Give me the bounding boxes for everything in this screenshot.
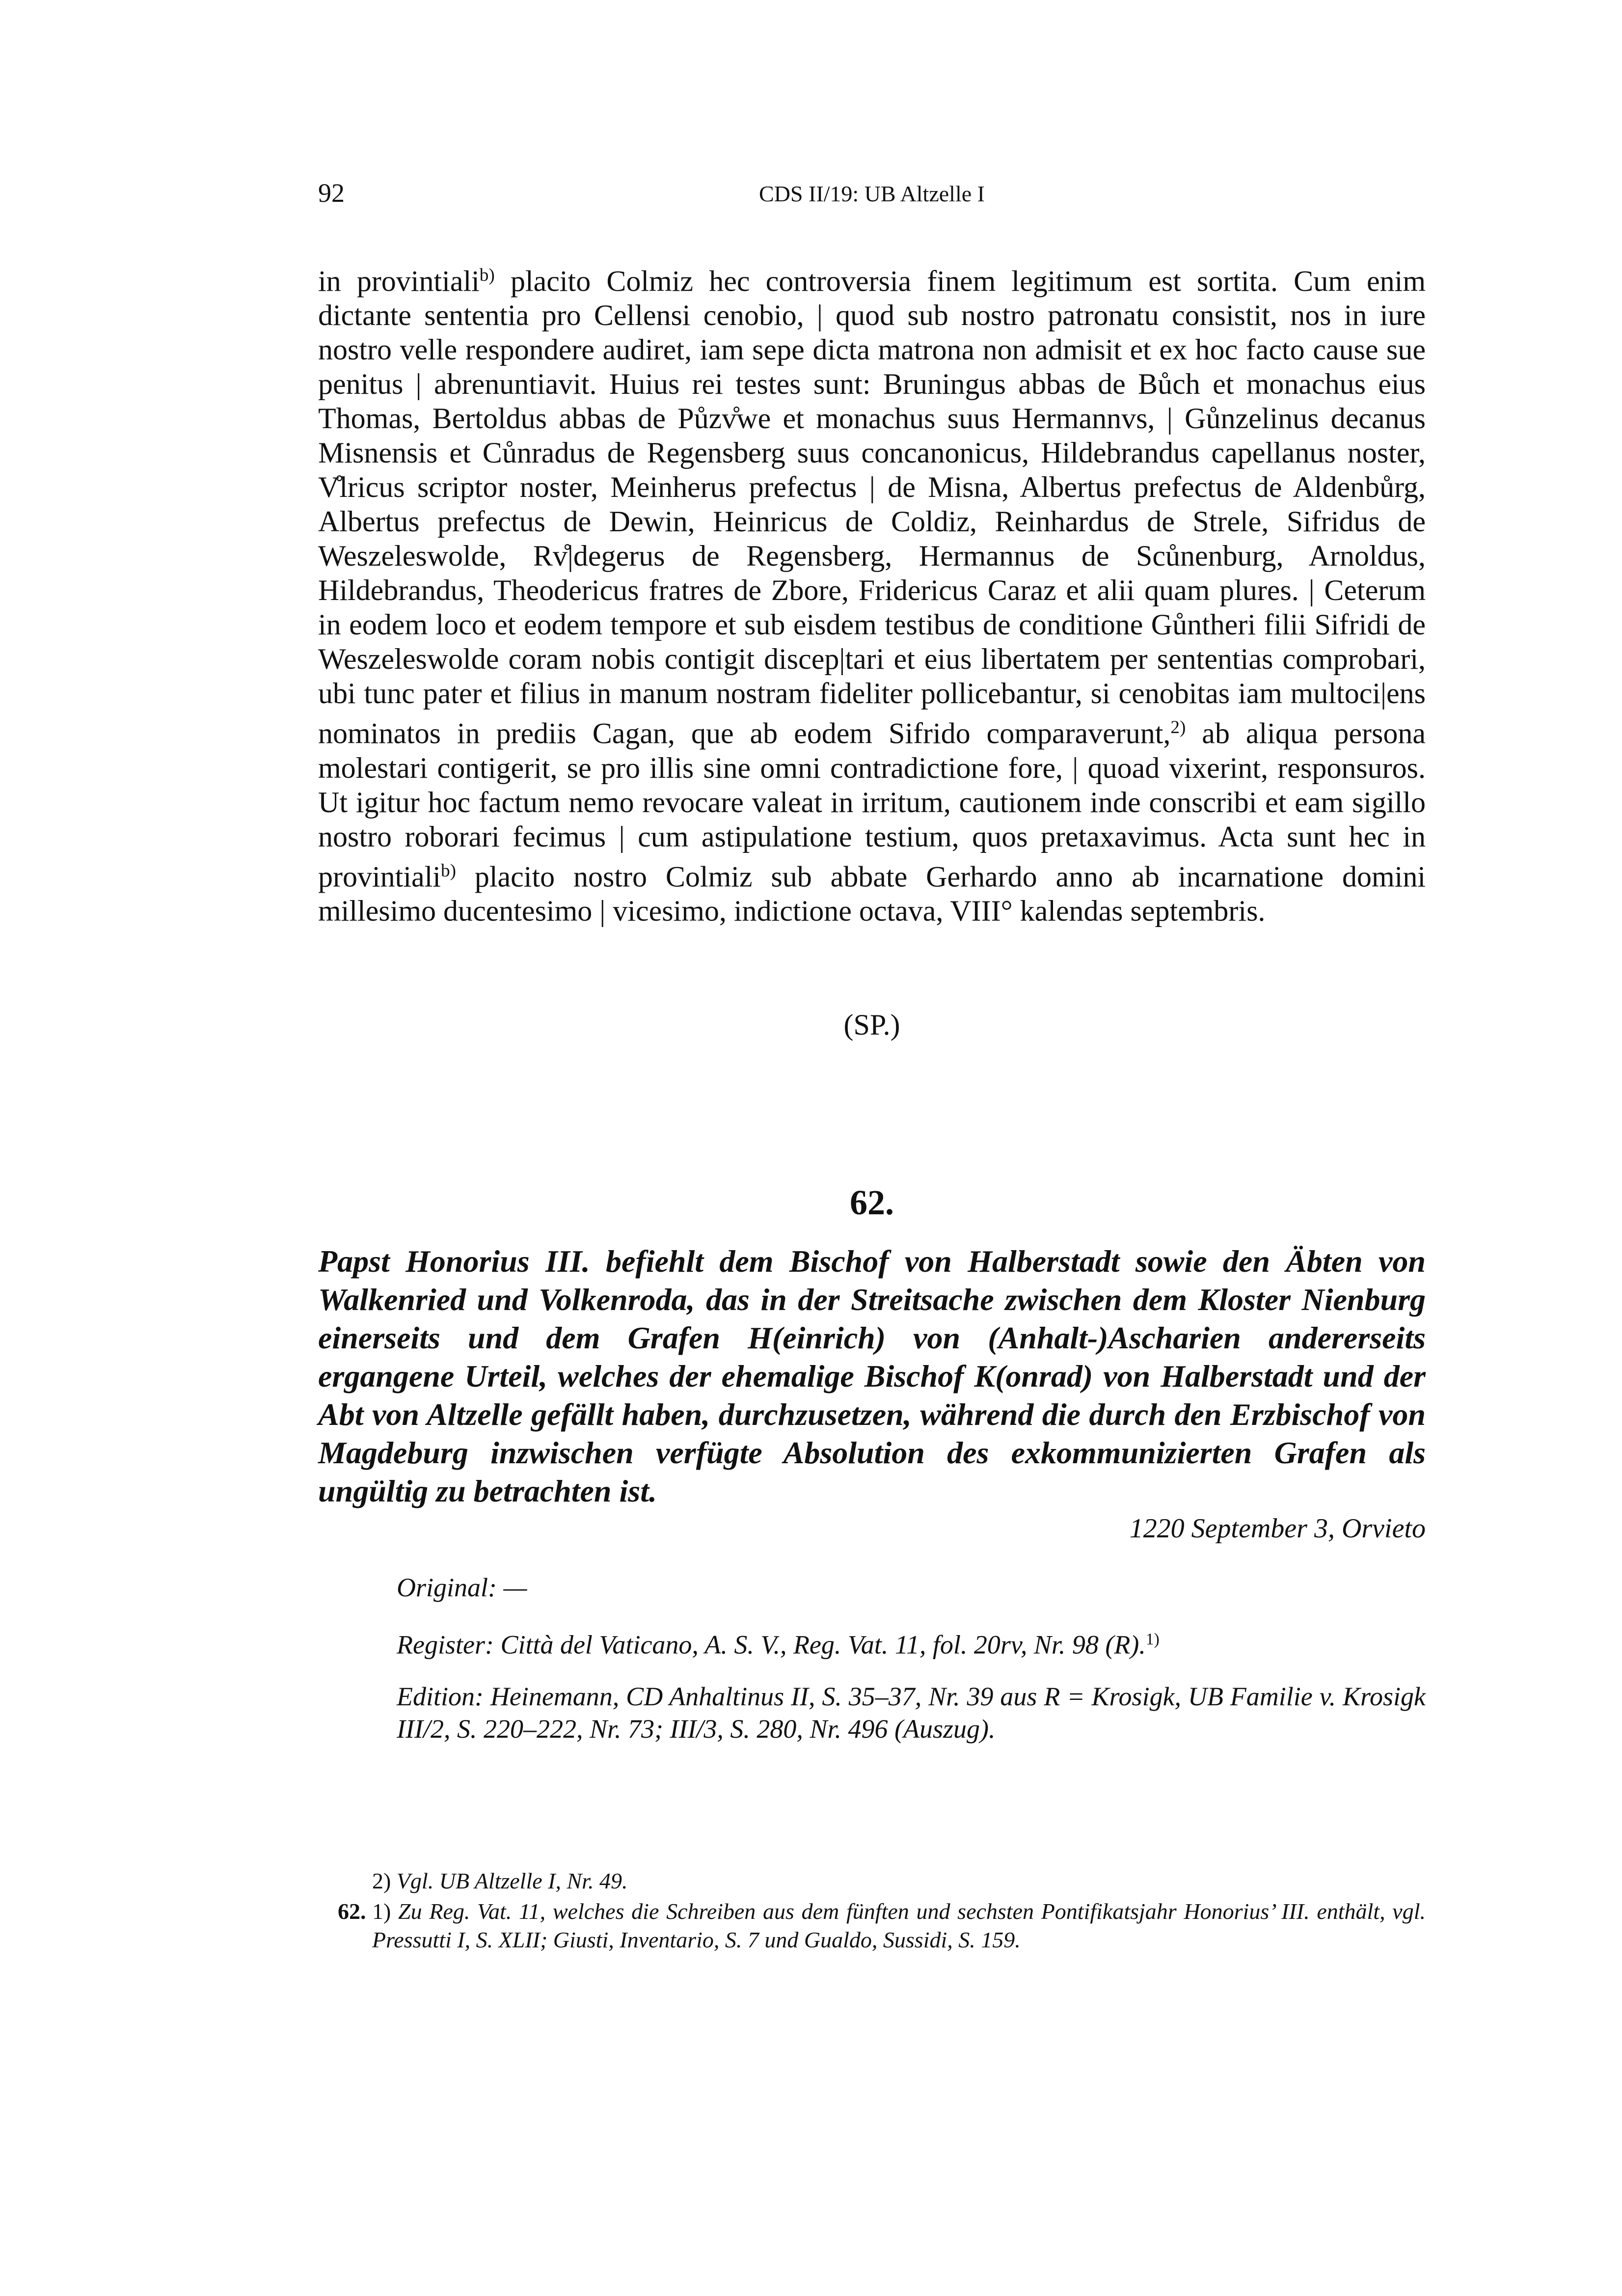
footnote-number: 1) [372,1899,391,1924]
apparatus-note-marker: b) [479,265,495,285]
document-date: 1220 September 3, Orvieto [1129,1513,1426,1544]
footnote [318,1897,1426,1954]
regest-summary: Papst Honorius III. befiehlt dem Bischof von Halberstadt sowie den Äbten von Walkenried und Volkenroda, das in der Streitsache zwischen dem Kloster Nienburg einerseits und dem Grafen H(einrich) von (Anhalt-)Ascharien andererseits ergangene Urteil, welches der ehemalige Bischof K(onrad) von Halberstadt und der Abt von Altzelle gefällt haben, durchzusetzen, während die durch den Erzbischof von Magdeburg inzwischen verfügte Absolution des exkommunizierten Grafen als ungültig zu betrachten ist. [318,1244,1426,1508]
original-line: Original: — [397,1573,527,1602]
text-segment: ab aliqua persona molestari contigerit, se pro illis sine omni contradictione fore, | quoad vixerint, responsuros. Ut igitur hoc factum nemo revocare valeat in irritum, cautionem inde conscribi et eam sigillo nostro roborari fecimus | cum astipulatione testium, quos pretaxavimus. Acta sunt hec in provintiali [318,717,1426,893]
document-number: 62. [850,1183,894,1222]
text-segment: placito nostro Colmiz sub abbate Gerhardo anno ab incarnatione domini millesimo ducentesimo | vicesimo, indictione octava, VIII° kalendas septembris. [318,860,1426,928]
apparatus-note-marker: b) [440,860,456,881]
document-text-continuation [318,258,1426,928]
edition-line: Edition: Heinemann, CD Anhaltinus II, S. 35–37, Nr. 39 aus R = Krosigk, UB Familie v. Krosigk III/2, S. 220–222, Nr. 73; III/3, S. 280, Nr. 496 (Auszug). [397,1682,1426,1744]
footnote-text: Zu Reg. Vat. 11, welches die Schreiben aus dem fünften und sechsten Pontifikatsjahr Honorius’ III. enthält, vgl. Pressutti I, S. XLII; Giusti, Inventario, S. 7 und Gualdo, Sussidi, S. 159. [372,1899,1426,1952]
footnote-marker: 1) [1145,1630,1160,1648]
page-number: 92 [318,178,345,208]
footnotes [318,1867,1426,1956]
footnote-marker: 2) [1170,717,1186,738]
footnote-text: Vgl. UB Altzelle I, Nr. 49. [391,1868,628,1893]
register-text: Register: Città del Vaticano, A. S. V., Reg. Vat. 11, fol. 20rv, Nr. 98 (R). [397,1630,1146,1660]
register-line [397,1623,1426,1661]
footnote-doc-label: 62. [338,1899,366,1924]
footnote [318,1867,1426,1895]
page-header [318,178,1426,217]
running-title: CDS II/19: UB Altzelle I [759,181,985,206]
seal-mark: (SP.) [843,1009,900,1041]
text-segment: placito Colmiz hec controversia finem legitimum est sortita. Cum enim dictante sententia pro Cellensi cenobio, | quod sub nostro patronatu consistit, nos in iure nostro velle respondere audiret, iam sepe dicta matrona non admisit et ex hoc facto cause sue penitus | abrenuntiavit. Huius rei testes sunt: Bruningus abbas de Bůch et monachus eius Thomas, Bertoldus abbas de Půzv̊we et monachus suus Hermannvs, | Gůnzelinus decanus Misnensis et Cůnradus de Regensberg suus concanonicus, Hildebrandus capellanus noster, V̊lricus scriptor noster, Meinherus prefectus | de Misna, Albertus prefectus de Aldenbůrg, Albertus prefectus de Dewin, Heinricus de Coldiz, Reinhardus de Strele, Sifridus de Weszeleswolde, Rv̊|degerus de Regensberg, Hermannus de Scůnenburg, Arnoldus, Hildebrandus, Theodericus fratres de Zbore, Fridericus Caraz et alii quam plures. | Ceterum in eodem loco et eodem tempore et sub eisdem testibus de conditione Gůntheri filii Sifridi de Weszeleswolde coram nobis contigit discep|tari et eius libertatem per sententias comprobari, ubi tunc pater et filius in manum nostram fideliter pollicebantur, si cenobitas iam multoci|ens nominatos in prediis Cagan, que ab eodem Sifrido comparaverunt, [318,265,1426,750]
text-segment: in provintiali [318,265,480,298]
footnote-number: 2) [372,1868,391,1893]
source-apparatus [397,1571,1426,1765]
